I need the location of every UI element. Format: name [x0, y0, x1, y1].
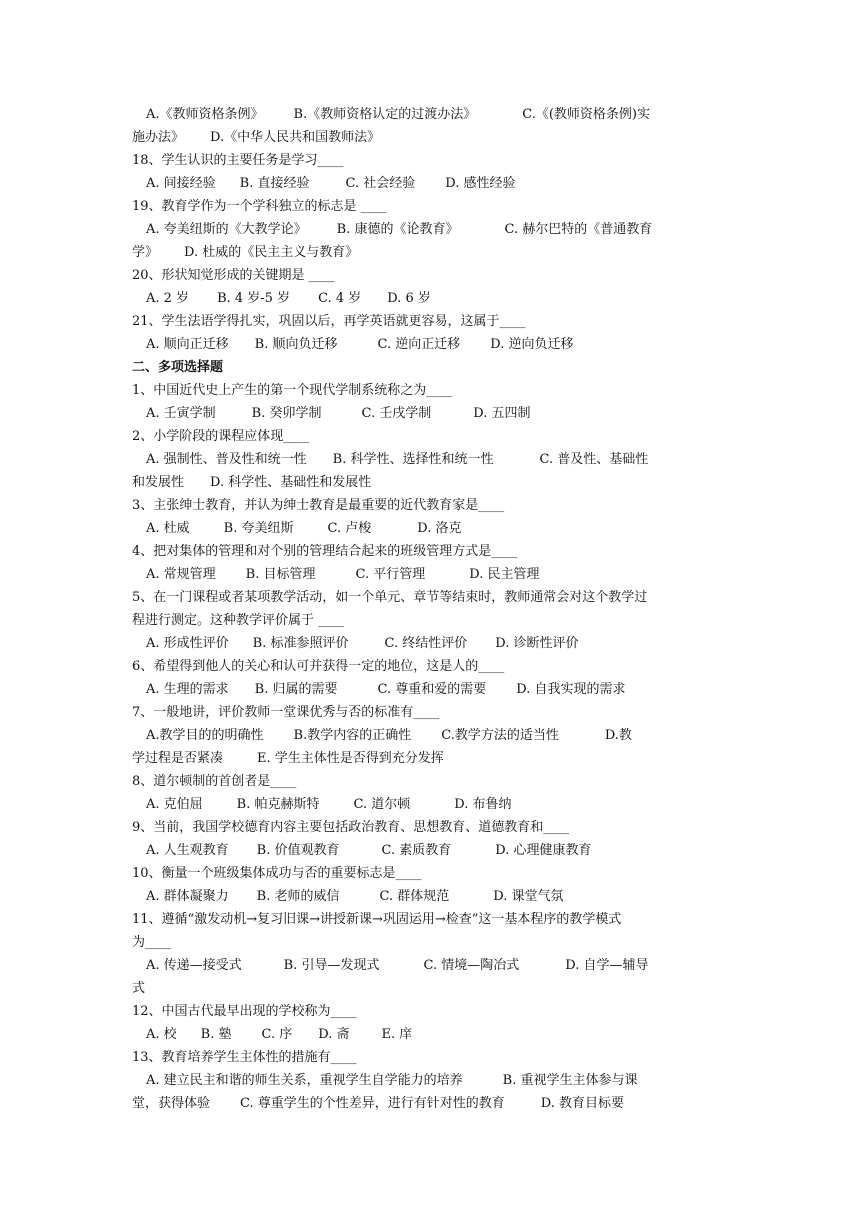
- text-segment: B.《教师资格认定的过渡办法》: [293, 107, 477, 122]
- section-heading: [132, 356, 737, 379]
- text-segment: C. 社会经验: [345, 176, 416, 191]
- text-segment: D. 课堂气氛: [493, 889, 564, 904]
- text-segment: C. 卢梭: [327, 521, 372, 536]
- question-line: [132, 862, 737, 885]
- text-segment: 施办法》: [132, 130, 185, 145]
- text-segment: C. 尊重和爱的需要: [377, 682, 487, 697]
- text-segment: A. 2 岁: [146, 291, 190, 306]
- text-segment: D. 洛克: [417, 521, 462, 536]
- text-segment: B. 老师的威信: [256, 889, 340, 904]
- text-segment: C. 终结性评价: [384, 636, 468, 651]
- question-line: [132, 770, 737, 793]
- text-segment: D. 杜威的《民主主义与教育》: [184, 245, 359, 260]
- text-segment: 21、学生法语学得扎实，巩固以后，再学英语就更容易，这属于____: [132, 314, 526, 329]
- text-segment: A. 间接经验: [146, 176, 216, 191]
- text-segment: D. 五四制: [473, 406, 531, 421]
- continuation-line: [132, 126, 737, 149]
- text-segment: C. 情境—陶冶式: [423, 958, 520, 973]
- text-segment: C. 道尔顿: [353, 797, 411, 812]
- text-segment: C.《(教师资格条例)实: [522, 107, 650, 122]
- continuation-line: [132, 1092, 737, 1115]
- text-segment: C. 普及性、基础性: [539, 452, 649, 467]
- text-segment: B. 标准参照评价: [252, 636, 349, 651]
- text-segment: 程进行测定。这种教学评价属于 ____: [132, 613, 345, 628]
- text-segment: 11、遵循“激发动机→复习旧课→讲授新课→巩固运用→检查”这一基本程序的教学模式: [132, 912, 622, 927]
- text-segment: B. 癸卯学制: [251, 406, 322, 421]
- text-segment: 式: [132, 981, 146, 996]
- continuation-line: [132, 747, 737, 770]
- text-segment: 12、中国古代最早出现的学校称为____: [132, 1004, 357, 1019]
- text-segment: 3、主张绅士教育，并认为绅士教育是最重要的近代教育家是____: [132, 498, 505, 513]
- text-segment: D. 科学性、基础性和发展性: [210, 475, 372, 490]
- text-segment: B. 直接经验: [239, 176, 310, 191]
- text-segment: B. 顺向负迁移: [254, 337, 338, 352]
- text-segment: A. 人生观教育: [146, 843, 229, 858]
- text-segment: B. 夸美纽斯: [223, 521, 294, 536]
- options-line: [132, 333, 737, 356]
- text-segment: A. 顺向正迁移: [146, 337, 229, 352]
- question-line: [132, 908, 737, 931]
- text-segment: D. 自学—辅导: [565, 958, 649, 973]
- text-segment: B. 塾: [200, 1027, 232, 1042]
- text-segment: B. 4 岁-5 岁: [217, 291, 291, 306]
- question-line: [132, 264, 737, 287]
- text-segment: E. 庠: [381, 1027, 413, 1042]
- text-segment: A. 克伯屈: [146, 797, 203, 812]
- text-segment: 6、希望得到他人的关心和认可并获得一定的地位，这是人的____: [132, 659, 505, 674]
- text-segment: 18、学生认识的主要任务是学习____: [132, 153, 344, 168]
- text-segment: 堂，获得体验: [132, 1096, 211, 1111]
- question-line: [132, 1046, 737, 1069]
- continuation-line: [132, 241, 737, 264]
- text-segment: A.《教师资格条例》: [146, 107, 264, 122]
- text-segment: 13、教育培养学生主体性的措施有____: [132, 1050, 357, 1065]
- text-segment: 19、教育学作为一个学科独立的标志是 ____: [132, 199, 387, 214]
- text-segment: 为____: [132, 935, 172, 950]
- options-line: [132, 1069, 737, 1092]
- text-segment: 5、在一门课程或者某项教学活动，如一个单元、章节等结束时，教师通常会对这个教学过: [132, 590, 648, 605]
- options-line: [132, 563, 737, 586]
- options-line: [132, 448, 737, 471]
- options-line: [132, 885, 737, 908]
- continuation-line: [132, 609, 737, 632]
- question-line: [132, 816, 737, 839]
- question-line: [132, 655, 737, 678]
- text-segment: D. 逆向负迁移: [490, 337, 574, 352]
- text-segment: 9、当前，我国学校德育内容主要包括政治教育、思想教育、道德教育和____: [132, 820, 570, 835]
- continuation-line: [132, 977, 737, 1000]
- text-segment: C. 素质教育: [381, 843, 452, 858]
- text-segment: 20、形状知觉形成的关键期是 ____: [132, 268, 335, 283]
- text-segment: 8、道尔顿制的首创者是____: [132, 774, 297, 789]
- text-segment: A. 常规管理: [146, 567, 216, 582]
- question-line: [132, 1000, 737, 1023]
- question-line: [132, 149, 737, 172]
- options-line: [132, 287, 737, 310]
- text-segment: 二、多项选择题: [132, 360, 224, 375]
- text-segment: A. 传递—接受式: [146, 958, 242, 973]
- text-segment: D. 斋: [318, 1027, 350, 1042]
- options-line: [132, 839, 737, 862]
- text-segment: E. 学生主体性是否得到充分发挥: [257, 751, 444, 766]
- text-segment: D. 心理健康教育: [495, 843, 592, 858]
- options-line: [132, 954, 737, 977]
- text-segment: C. 4 岁: [318, 291, 362, 306]
- text-segment: B. 重视学生主体参与课: [502, 1073, 638, 1088]
- text-segment: D. 诊断性评价: [495, 636, 579, 651]
- text-segment: C. 逆向正迁移: [377, 337, 461, 352]
- question-line: [132, 701, 737, 724]
- text-segment: A. 杜威: [146, 521, 190, 536]
- options-line: [132, 402, 737, 425]
- text-segment: D. 感性经验: [445, 176, 516, 191]
- text-segment: B. 引导—发现式: [283, 958, 380, 973]
- text-segment: A. 群体凝聚力: [146, 889, 229, 904]
- text-segment: 学》: [132, 245, 159, 260]
- text-segment: D.教: [604, 728, 632, 743]
- question-line: [132, 540, 737, 563]
- question-line: [132, 425, 737, 448]
- options-line: [132, 517, 737, 540]
- text-segment: 4、把对集体的管理和对个别的管理结合起来的班级管理方式是____: [132, 544, 518, 559]
- question-line: [132, 586, 737, 609]
- question-line: [132, 310, 737, 333]
- text-segment: D. 民主管理: [469, 567, 540, 582]
- text-segment: A. 壬寅学制: [146, 406, 216, 421]
- text-segment: 学过程是否紧凑: [132, 751, 224, 766]
- options-line: [132, 1023, 737, 1046]
- text-segment: 7、一般地讲，评价教师一堂课优秀与否的标准有____: [132, 705, 440, 720]
- text-segment: A. 形成性评价: [146, 636, 229, 651]
- options-line: [132, 632, 737, 655]
- text-segment: D. 6 岁: [387, 291, 431, 306]
- text-segment: C. 群体规范: [379, 889, 450, 904]
- text-segment: 1、中国近代史上产生的第一个现代学制系统称之为____: [132, 383, 453, 398]
- text-segment: B.教学内容的正确性: [293, 728, 412, 743]
- text-segment: A. 生理的需求: [146, 682, 229, 697]
- text-segment: D. 布鲁纳: [454, 797, 512, 812]
- text-segment: A. 校: [146, 1027, 177, 1042]
- question-line: [132, 379, 737, 402]
- text-segment: 2、小学阶段的课程应体现____: [132, 429, 310, 444]
- text-segment: C. 壬戌学制: [361, 406, 432, 421]
- continuation-line: [132, 471, 737, 494]
- options-line: [132, 218, 737, 241]
- options-line: [132, 724, 737, 747]
- text-segment: D. 自我实现的需求: [516, 682, 626, 697]
- text-segment: B. 价值观教育: [256, 843, 340, 858]
- text-segment: C.教学方法的适当性: [441, 728, 559, 743]
- text-segment: D. 教育目标要: [540, 1096, 624, 1111]
- options-line: [132, 172, 737, 195]
- text-segment: B. 科学性、选择性和统一性: [332, 452, 494, 467]
- text-segment: B. 康德的《论教育》: [336, 222, 459, 237]
- text-segment: B. 归属的需要: [254, 682, 338, 697]
- text-segment: 10、衡量一个班级集体成功与否的重要标志是____: [132, 866, 422, 881]
- options-line: [132, 793, 737, 816]
- text-segment: A.教学目的的明确性: [146, 728, 264, 743]
- options-line: [132, 103, 737, 126]
- question-line: [132, 195, 737, 218]
- text-segment: C. 平行管理: [355, 567, 426, 582]
- question-line: [132, 494, 737, 517]
- text-segment: C. 赫尔巴特的《普通教育: [504, 222, 653, 237]
- text-segment: A. 强制性、普及性和统一性: [146, 452, 307, 467]
- text-segment: A. 夸美纽斯的《大教学论》: [146, 222, 307, 237]
- text-segment: B. 帕克赫斯特: [236, 797, 320, 812]
- continuation-line: [132, 931, 737, 954]
- text-segment: 和发展性: [132, 475, 185, 490]
- text-segment: B. 目标管理: [245, 567, 316, 582]
- text-segment: C. 尊重学生的个性差异，进行有针对性的教育: [240, 1096, 505, 1111]
- text-segment: C. 序: [261, 1027, 293, 1042]
- options-line: [132, 678, 737, 701]
- text-segment: A. 建立民主和谐的师生关系，重视学生自学能力的培养: [146, 1073, 463, 1088]
- text-segment: D.《中华人民共和国教师法》: [210, 130, 381, 145]
